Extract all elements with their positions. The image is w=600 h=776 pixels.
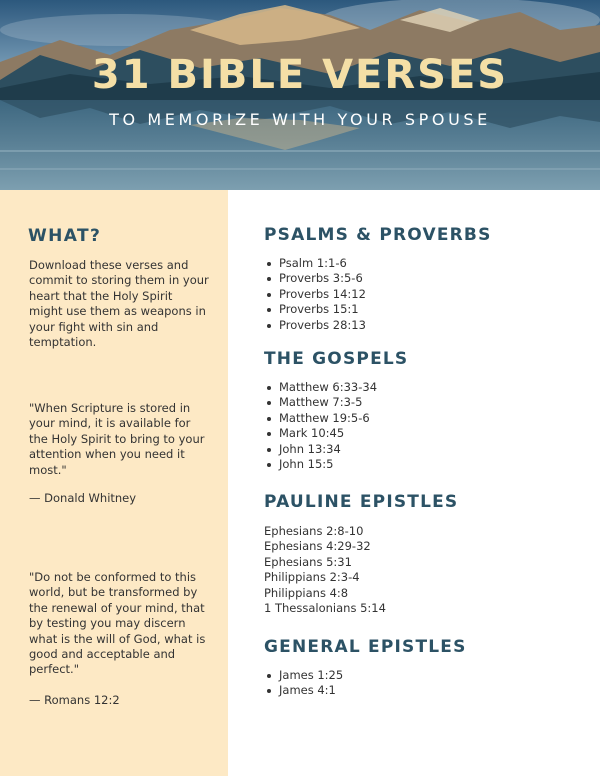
list-item: John 15:5 (264, 457, 377, 472)
list-item: Proverbs 15:1 (264, 302, 366, 317)
quote-romans-author: — Romans 12:2 (29, 693, 120, 707)
list-item: Ephesians 2:8-10 (264, 524, 364, 538)
list-item: Mark 10:45 (264, 426, 377, 441)
list-item: Philippians 2:3-4 (264, 570, 360, 585)
list-item: Ephesians 4:29-32 (264, 539, 371, 554)
quote-romans: "Do not be conformed to this world, but be transformed by the renewal of your mind, that by testing you may discern what is the will of God, what is good and acceptable and perfect." (29, 570, 206, 677)
list-item: Matthew 6:33-34 (264, 380, 377, 395)
list-item: Matthew 7:3-5 (264, 395, 377, 410)
list-item: Proverbs 3:5-6 (264, 271, 366, 286)
list-item: 1 Thessalonians 5:14 (264, 601, 386, 616)
list-item: John 13:34 (264, 442, 377, 457)
what-heading: WHAT? (28, 226, 102, 246)
list-item: Matthew 19:5-6 (264, 411, 377, 426)
psalms-proverbs-list (264, 256, 366, 333)
pauline-epistles-heading: PAULINE EPISTLES (264, 492, 459, 512)
list-item: James 4:1 (264, 683, 343, 698)
gospels-heading: THE GOSPELS (264, 349, 409, 369)
psalms-proverbs-heading: PSALMS & PROVERBS (264, 225, 492, 245)
intro-paragraph: Download these verses and commit to storing them in your heart that the Holy Spirit might use them as weapons in your fight with sin and temptation. (29, 258, 209, 350)
pauline-epistles-list (264, 524, 386, 616)
list-item: Ephesians 5:31 (264, 554, 352, 569)
gospels-list (264, 380, 377, 472)
quote-whitney: "When Scripture is stored in your mind, it is available for the Holy Spirit to bring to your attention when you need it most." (29, 401, 205, 477)
list-item: Proverbs 14:12 (264, 287, 366, 302)
page-title: 31 BIBLE VERSES (91, 52, 509, 98)
general-epistles-heading: GENERAL EPISTLES (264, 637, 467, 657)
list-item: Philippians 4:8 (264, 585, 349, 600)
general-epistles-list (264, 668, 343, 699)
list-item: Psalm 1:1-6 (264, 256, 366, 271)
hero-banner (0, 0, 600, 190)
page-subtitle: TO MEMORIZE WITH YOUR SPOUSE (109, 110, 491, 129)
list-item: James 1:25 (264, 668, 343, 683)
list-item: Proverbs 28:13 (264, 318, 366, 333)
quote-whitney-author: — Donald Whitney (29, 491, 137, 505)
